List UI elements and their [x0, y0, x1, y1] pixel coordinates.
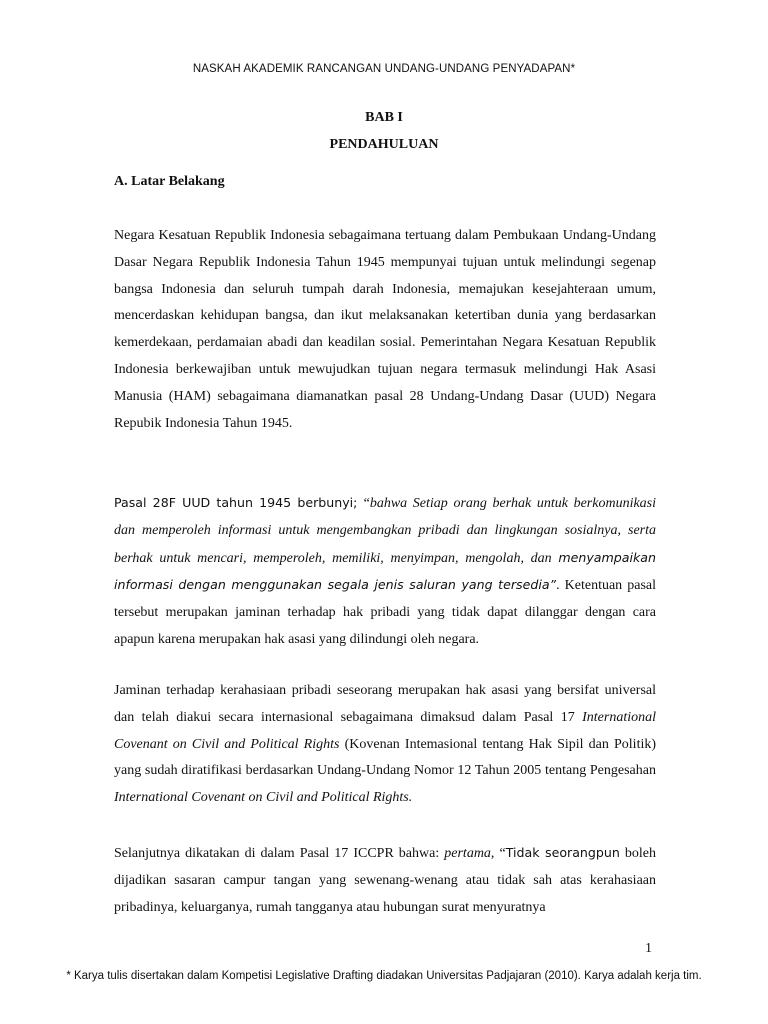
- paragraph-2-quote-open: “: [363, 496, 370, 511]
- chapter-title: PENDAHULUAN: [329, 137, 439, 152]
- section-heading: A. Latar Belakang: [114, 174, 225, 189]
- paragraph-1-text: Negara Kesatuan Republik Indonesia sebagaimana tertuang dalam Pembukaan Undang-Undang Dasar Negara Republik Indonesia Tahun 1945 mempunyai tujuan untuk melindungi segenap bangsa Indonesia dan seluruh tumpah darah Indonesia, memajukan kesejahteraan umum, mencerdaskan kehidupan bangsa, dan ikut melaksanakan ketertiban dunia yang berdasarkan kemerdekaan, perdamaian abadi dan keadilan sosial. Pemerintahan Negara Kesatuan Republik Indonesia berkewajiban untuk mewujudkan tujuan negara termasuk melindungi Hak Asasi Manusia (HAM) sebagaimana diamanatkan pasal 28 Undang-Undang Dasar (UUD) Negara Repubik Indonesia Tahun 1945.: [114, 228, 656, 431]
- paragraph-3-part-2: (Kovenan Intemasional tentang Hak Sipil dan Politik) yang sudah diratifikasi berdasarkan Undang-Undang Nomor 12 Tahun 2005 tentang Pengesahan: [114, 736, 657, 779]
- page-number: 1: [645, 941, 652, 956]
- paragraph-4-alt: Tidak seorangpun: [505, 845, 620, 860]
- paragraph-2-lead: Pasal 28F UUD tahun 1945 berbunyi;: [114, 495, 364, 510]
- paragraph-2-body: [114, 490, 656, 654]
- paragraph-4-part-3: boleh dijadikan sasaran campur tangan yang sewenang-wenang atau tidak sah atas kerahasiaan pribadinya, keluarganya, rumah tangganya atau hubungan surat menyuratnya: [114, 846, 657, 915]
- paragraph-2-closing: .: [556, 578, 565, 594]
- paragraph-4-body: [114, 840, 656, 921]
- paragraph-4-part-2: “: [494, 846, 506, 861]
- paragraph-2-quote: bahwa Setiap orang berhak untuk berkomunikasi dan memperoleh informasi untuk mengembangkan pribadi dan lingkungan sosialnya, serta berhak untuk mencari, memperoleh, memiliki, menyimpan, mengolah, dan: [114, 496, 657, 566]
- paragraph-2: [114, 490, 656, 654]
- paragraph-3-body: [114, 678, 656, 812]
- running-header: NASKAH AKADEMIK RANCANGAN UNDANG-UNDANG PENYADAPAN*: [192, 63, 576, 75]
- paragraph-1: [114, 223, 656, 437]
- paragraph-2-rest: Ketentuan pasal tersebut merupakan jaminan terhadap hak pribadi yang tidak dapat dilanggar dengan cara apapun karena merupakan hak asasi yang dilindungi oleh negara.: [114, 578, 656, 647]
- footnote: * Karya tulis disertakan dalam Kompetisi Legislative Drafting diadakan Universitas Padjajaran (2010). Karya adalah kerja tim.: [66, 970, 702, 982]
- paragraph-4: [114, 840, 656, 921]
- paragraph-3-iccpr-title: International Covenant on Civil and Political Rights: [114, 709, 656, 752]
- chapter-number: BAB I: [365, 110, 403, 125]
- paragraph-2-quote-end: menyampaikan informasi dengan menggunakan segala jenis saluran yang tersedia”: [114, 549, 656, 593]
- paragraph-3-part-1: Jaminan terhadap kerahasiaan pribadi seseorang merupakan hak asasi yang bersifat universal dan telah diakui secara internasional sebagaimana dimaksud dalam Pasal 17: [114, 683, 656, 725]
- paragraph-4-part-1: Selanjutnya dikatakan di dalam Pasal 17 ICCPR bahwa:: [114, 846, 445, 861]
- paragraph-3: [114, 678, 656, 812]
- paragraph-3-iccpr-title-2: International Covenant on Civil and Political Rights.: [114, 790, 413, 806]
- paragraph-4-italic: pertama,: [444, 846, 495, 861]
